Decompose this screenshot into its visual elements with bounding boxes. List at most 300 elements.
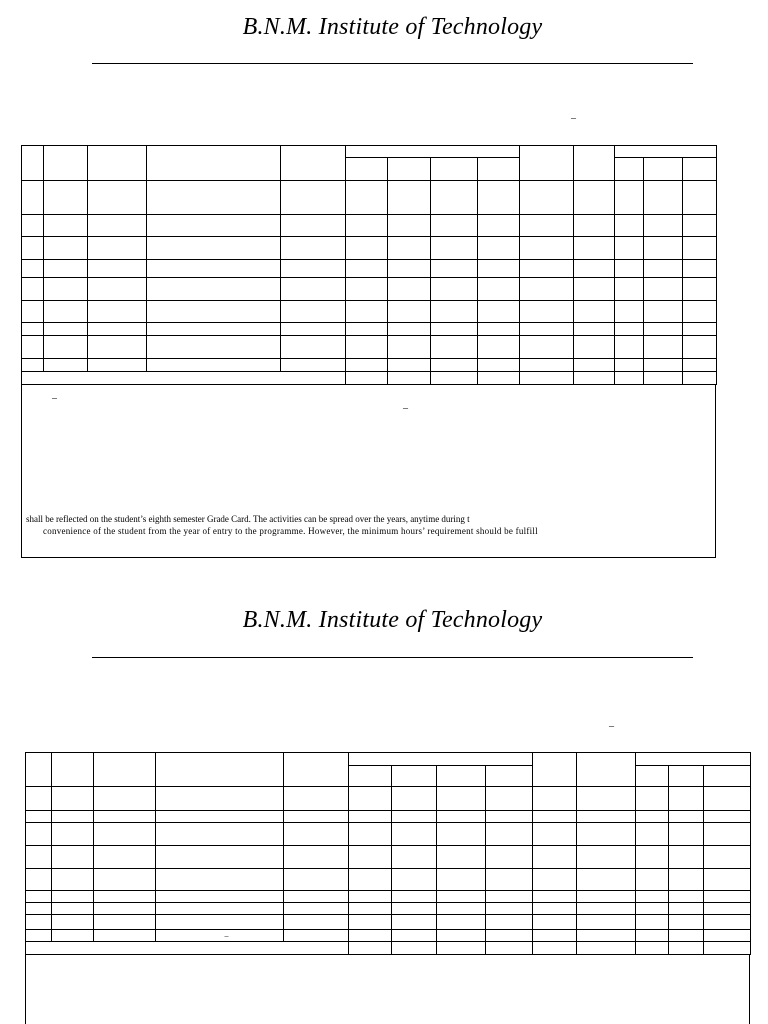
table-cell [520,323,574,336]
table-cell [644,301,683,323]
table-header-cell [147,146,281,181]
table-cell [431,301,478,323]
table-cell [281,336,346,359]
table-cell [284,823,349,846]
table-cell [669,903,704,915]
table-row [26,787,751,811]
table-row [22,359,717,372]
table-cell [636,903,669,915]
table-header-cell [346,146,520,158]
table-cell [577,823,636,846]
table-cell [52,903,94,915]
table-cell [437,942,486,955]
table-cell [44,260,88,278]
table-cell [683,301,717,323]
table-header-cell [644,158,683,181]
table-cell [284,846,349,869]
table-cell [615,237,644,260]
notes-dash-mark: – [403,403,408,414]
table-cell [346,278,388,301]
table-cell [147,301,281,323]
table-cell [44,301,88,323]
table-cell [349,915,392,930]
table-row [26,869,751,891]
table-cell [388,278,431,301]
table-cell [52,823,94,846]
table-header-row [22,146,717,158]
table-cell [431,260,478,278]
table-cell [478,181,520,215]
table-cell [22,278,44,301]
table-cell [615,372,644,385]
table-cell [683,215,717,237]
table-row [22,237,717,260]
table-cell [615,359,644,372]
table-cell [533,846,577,869]
table-cell [44,237,88,260]
table-cell [156,915,284,930]
table-cell [683,237,717,260]
table-cell [478,336,520,359]
table-cell [26,869,52,891]
table-cell [486,903,533,915]
table-cell [486,823,533,846]
table-cell [44,181,88,215]
table-row [22,323,717,336]
table-cell [533,823,577,846]
table-header-cell [346,158,388,181]
table-cell [431,237,478,260]
table-row [22,181,717,215]
table-cell [486,869,533,891]
table-row [26,903,751,915]
table-cell [346,301,388,323]
table-cell [388,215,431,237]
table-cell [349,930,392,942]
table-cell [520,301,574,323]
table-cell [392,942,437,955]
table-cell [284,869,349,891]
table-cell [644,278,683,301]
table-cell [644,260,683,278]
table-cell [22,336,44,359]
table-cell [704,915,751,930]
table-cell [88,237,147,260]
table-cell [22,301,44,323]
table-cell [88,301,147,323]
table-row [22,336,717,359]
table-cell [392,823,437,846]
table-cell [147,237,281,260]
table-cell [392,891,437,903]
table-cell [615,278,644,301]
table-cell [349,787,392,811]
table-cell [26,823,52,846]
table-cell [26,787,52,811]
table-cell [88,278,147,301]
table-cell [147,278,281,301]
table-cell [388,359,431,372]
table-cell [520,336,574,359]
table-cell [574,359,615,372]
table-cell [284,903,349,915]
table-header-cell [486,766,533,787]
table-cell [147,260,281,278]
table-header-cell [94,753,156,787]
notes-text-line: convenience of the student from the year of entry to the programme. However, the minimum hours’ requirement should be fulfill [43,526,538,536]
table-cell [281,237,346,260]
table-cell [281,323,346,336]
table-header-cell [704,766,751,787]
table-header-cell [683,158,717,181]
table-cell [636,869,669,891]
table-header-cell [520,146,574,181]
table-cell [431,278,478,301]
table-cell [52,787,94,811]
table-cell [636,846,669,869]
table-cell [147,359,281,372]
table-cell [615,260,644,278]
table-cell [88,181,147,215]
table-cell [94,869,156,891]
table-cell [88,215,147,237]
table-cell [644,215,683,237]
table-cell [284,891,349,903]
table-cell [577,787,636,811]
table-cell [486,891,533,903]
table-cell [437,869,486,891]
table-cell [388,237,431,260]
table-cell [26,891,52,903]
table-cell [284,930,349,942]
table-cell [22,237,44,260]
table-header-cell [392,766,437,787]
table-cell [669,787,704,811]
table-cell [147,215,281,237]
table-cell [26,915,52,930]
table-cell [615,301,644,323]
table-cell [22,181,44,215]
table-header-cell [349,766,392,787]
table-row [22,215,717,237]
table-cell [577,891,636,903]
table-cell [26,930,52,942]
table-cell [346,181,388,215]
table-cell [349,846,392,869]
table-cell [22,372,346,385]
table-cell [437,787,486,811]
table-cell [574,237,615,260]
table-cell [26,811,52,823]
table-cell [520,215,574,237]
table-cell [281,359,346,372]
table-cell [94,903,156,915]
table-cell [94,787,156,811]
table-cell [615,323,644,336]
table-cell [437,846,486,869]
table-cell [88,336,147,359]
table-cell [683,278,717,301]
activity-table [21,145,717,385]
table-cell [346,336,388,359]
table-cell [704,903,751,915]
table-cell [669,915,704,930]
table-cell [704,942,751,955]
table-cell [669,823,704,846]
table-row [22,372,717,385]
table-cell [147,323,281,336]
table-cell [636,823,669,846]
table-cell [431,336,478,359]
table-cell [478,301,520,323]
table-cell [478,359,520,372]
table-cell [478,215,520,237]
table-cell [704,811,751,823]
table-cell [704,891,751,903]
table-cell [478,372,520,385]
table-cell [388,323,431,336]
table-cell [94,823,156,846]
table-cell [392,903,437,915]
table-cell [52,846,94,869]
table-cell [388,181,431,215]
table-cell [52,930,94,942]
table-cell [147,181,281,215]
table-row [22,301,717,323]
table-cell [22,359,44,372]
header-dash-mark: – [609,721,614,732]
table-cell [478,260,520,278]
table-cell [392,930,437,942]
table-cell [437,903,486,915]
table-row [22,278,717,301]
table-cell [644,237,683,260]
table-cell [615,181,644,215]
table-cell [704,930,751,942]
table-cell [683,372,717,385]
table-cell [346,323,388,336]
table-cell [281,260,346,278]
table-cell [431,215,478,237]
table-cell [44,359,88,372]
table-row [22,260,717,278]
table-cell [486,930,533,942]
institute-title: B.N.M. Institute of Technology [242,14,543,40]
header-dash-mark: – [571,113,576,124]
table-cell [577,903,636,915]
table-cell [388,260,431,278]
table-cell [636,942,669,955]
table-cell [281,181,346,215]
table-cell [478,323,520,336]
table-row [26,930,751,942]
table-cell [520,181,574,215]
table-header-row [26,753,751,766]
activity-table [25,752,751,955]
table-cell [392,915,437,930]
table-cell [486,915,533,930]
table-cell [346,372,388,385]
table-cell [156,869,284,891]
table-header-cell [156,753,284,787]
table-row [26,915,751,930]
table-cell [52,915,94,930]
table-cell [644,359,683,372]
table-cell [156,787,284,811]
table-cell [533,915,577,930]
table-header-cell [44,146,88,181]
table-cell [533,811,577,823]
table-cell [577,942,636,955]
table-cell [486,811,533,823]
table-cell [388,301,431,323]
table-cell [704,869,751,891]
table-cell [615,215,644,237]
table-cell [644,323,683,336]
table-header-cell [26,753,52,787]
table-cell [669,942,704,955]
table-cell [669,930,704,942]
table-cell [88,359,147,372]
table-cell [478,237,520,260]
table-cell [147,336,281,359]
table-cell [644,336,683,359]
table-cell [636,811,669,823]
table-cell [574,301,615,323]
table-cell [349,869,392,891]
table-cell [388,336,431,359]
table-row [26,811,751,823]
table-cell [636,930,669,942]
table-cell [26,846,52,869]
table-cell [392,811,437,823]
table-cell [284,811,349,823]
table-cell [94,811,156,823]
table-cell [346,215,388,237]
table-cell [22,323,44,336]
table-cell-mark: – [156,930,284,942]
table-header-cell [478,158,520,181]
table-cell [574,336,615,359]
table-cell [94,846,156,869]
table-row [26,942,751,955]
table-cell [392,846,437,869]
table-cell [520,260,574,278]
table-cell [644,181,683,215]
table-header-cell [349,753,533,766]
table-cell [574,215,615,237]
table-cell [349,811,392,823]
table-cell [44,323,88,336]
table-cell [156,891,284,903]
table-header-cell [437,766,486,787]
table-cell [431,323,478,336]
table-cell [392,787,437,811]
table-header-cell [22,146,44,181]
table-cell [52,869,94,891]
table-header-cell [281,146,346,181]
table-cell [683,181,717,215]
table-cell [44,215,88,237]
table-cell [636,787,669,811]
table-cell [281,301,346,323]
table-cell [52,891,94,903]
table-cell [533,787,577,811]
table-cell [577,930,636,942]
table-cell [577,869,636,891]
table-cell [44,278,88,301]
table-header-cell [577,753,636,787]
table-row [26,891,751,903]
table-cell [94,915,156,930]
table-cell [520,237,574,260]
table-cell [520,372,574,385]
table-cell [431,359,478,372]
table-cell [533,942,577,955]
table-cell [437,891,486,903]
table-cell [156,903,284,915]
table-cell [44,336,88,359]
table-cell [346,359,388,372]
table-cell [520,278,574,301]
table-cell [669,811,704,823]
table-cell [486,787,533,811]
table-cell [486,846,533,869]
table-cell [574,278,615,301]
table-header-cell [636,766,669,787]
table-cell [615,336,644,359]
table-cell [577,811,636,823]
table-cell [683,323,717,336]
table-cell [349,942,392,955]
table-cell [478,278,520,301]
table-cell [669,891,704,903]
table-cell [431,181,478,215]
table-header-cell [669,766,704,787]
table-cell [94,891,156,903]
table-cell [281,278,346,301]
table-cell [574,372,615,385]
table-header-cell [388,158,431,181]
table-cell [26,903,52,915]
table-cell [437,811,486,823]
table-cell [669,846,704,869]
table-cell [636,915,669,930]
table-cell [392,869,437,891]
institute-title: B.N.M. Institute of Technology [242,607,543,633]
table-cell [574,181,615,215]
table-header-cell [431,158,478,181]
table-cell [284,787,349,811]
table-cell [574,260,615,278]
table-cell [346,237,388,260]
table-cell [349,823,392,846]
notes-box [25,954,750,1024]
table-cell [88,323,147,336]
table-cell [533,903,577,915]
table-cell [284,915,349,930]
table-cell [156,846,284,869]
table-cell [577,846,636,869]
table-cell [346,260,388,278]
table-row [26,846,751,869]
table-cell [88,260,147,278]
table-cell [156,823,284,846]
table-cell [431,372,478,385]
table-cell [644,372,683,385]
table-cell [683,359,717,372]
table-cell [52,811,94,823]
